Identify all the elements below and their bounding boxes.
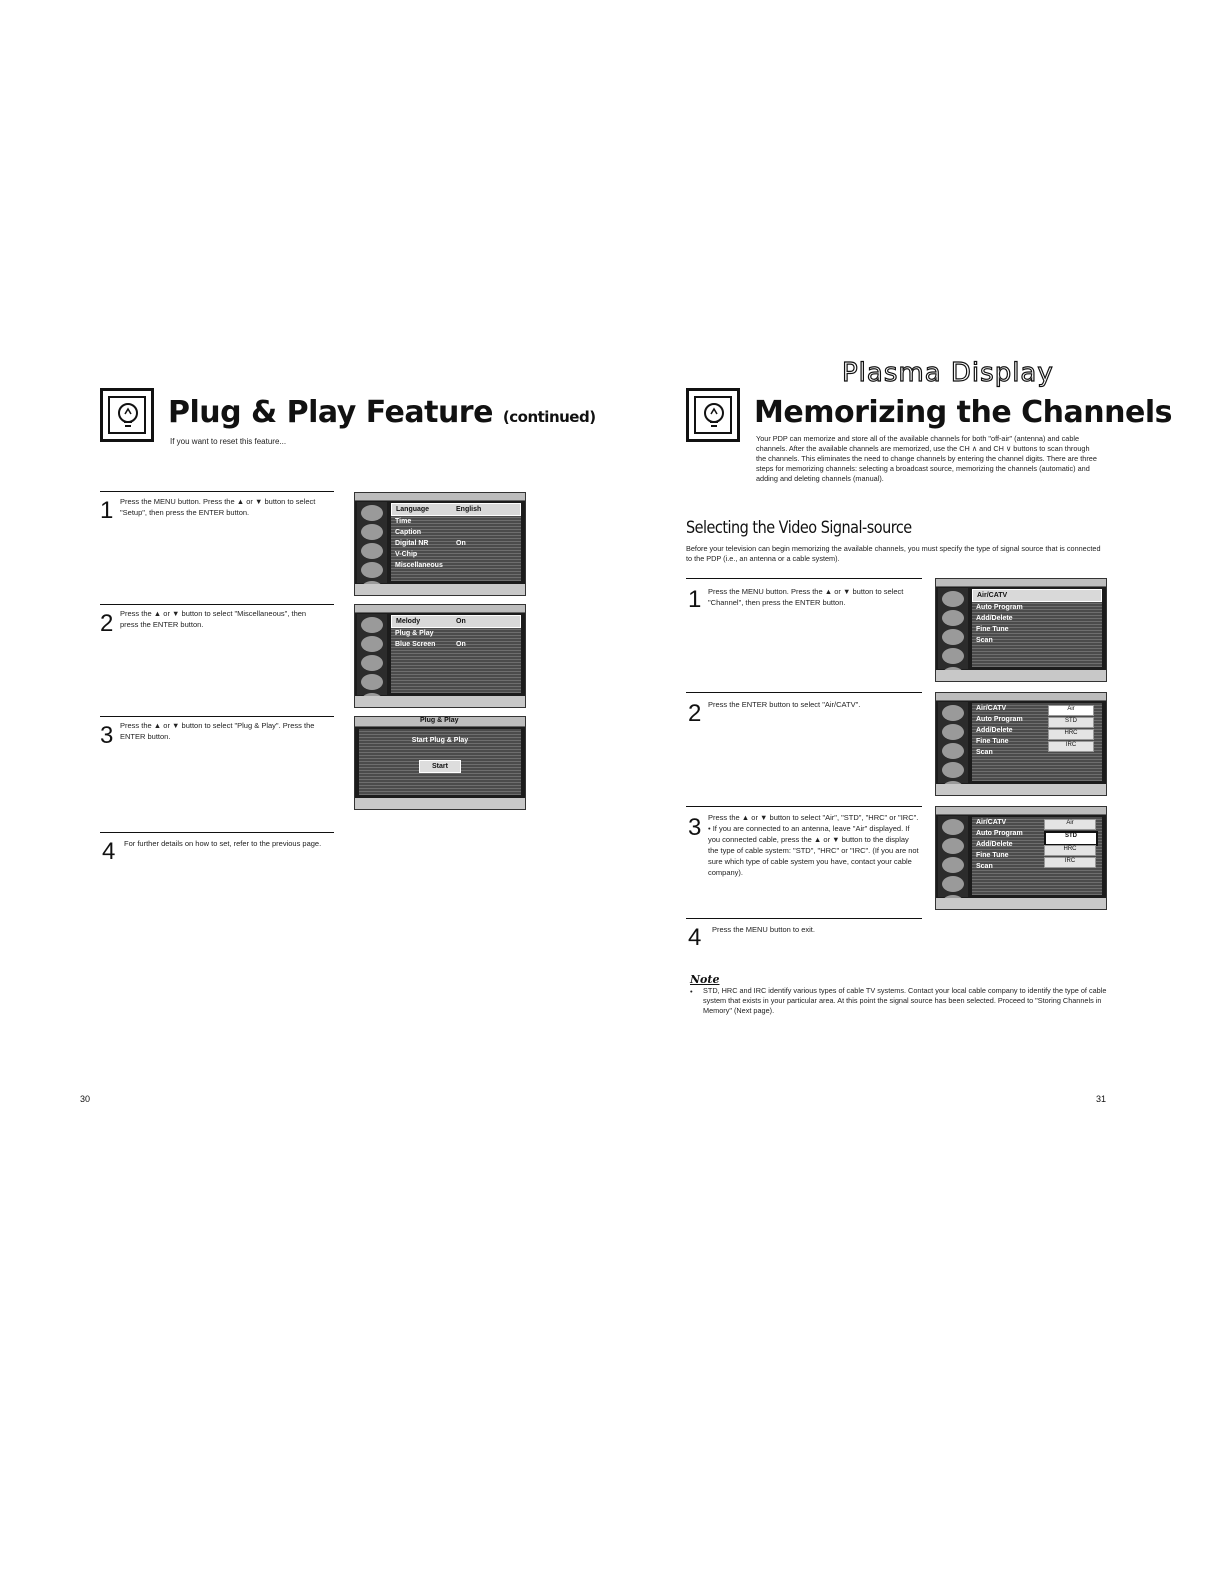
menu-row: Add/Delete xyxy=(976,727,1013,734)
step-divider xyxy=(100,604,334,605)
note-heading: Note xyxy=(690,973,720,986)
section-title: Selecting the Video Signal-source xyxy=(686,518,912,538)
menu-row: Caption xyxy=(395,529,422,536)
start-plug-play-label: Start Plug & Play xyxy=(411,737,469,744)
menu-row: Fine Tune xyxy=(976,738,1009,745)
option-std-selected: STD xyxy=(1044,831,1098,846)
bulb-icon xyxy=(686,388,740,442)
step-number: 4 xyxy=(688,924,702,951)
tv-screen-setup xyxy=(354,492,526,596)
option-irc: IRC xyxy=(1048,741,1094,752)
menu-row: Melody On xyxy=(391,615,521,628)
menu-row: Air/CATV xyxy=(972,589,1102,602)
step-text: Press the MENU button. Press the ▲ or ▼ button to select "Channel", then press the ENTER button. xyxy=(708,587,904,607)
step-number: 2 xyxy=(688,700,702,727)
step-number: 1 xyxy=(688,586,702,613)
step-divider xyxy=(686,578,922,579)
step-text: For further details on how to set, refer to the previous page. xyxy=(124,839,322,848)
note-text: STD, HRC and IRC identify various types of cable TV systems. Contact your local cable company to identify the type of cable system that exists in your particular area. At this point the signal source has been selected. Proceed to "Storing Channels in Memory" (Next page). xyxy=(703,986,1107,1015)
option-hrc: HRC xyxy=(1048,729,1094,740)
step-number: 3 xyxy=(688,814,702,841)
menu-row: Plug & Play xyxy=(395,630,434,637)
start-button: Start xyxy=(419,760,461,773)
step-text: Press the ▲ or ▼ button to select "Air", "STD", "HRC" or "IRC". • If you are connected to an antenna, leave "Air" displayed. If you connected cable, press the ▲ or ▼ button to the display the type of cable system: "STD", "HRC" or "IRC". (If you are not sure which type of cable system you have, contact your cable company). xyxy=(708,813,919,877)
option-air: Air xyxy=(1044,819,1096,830)
menu-row: Auto Program xyxy=(976,604,1023,611)
step-divider xyxy=(686,918,922,919)
step-text: Press the ▲ or ▼ button to select "Plug & Play". Press the ENTER button. xyxy=(120,721,315,741)
menu-row: Scan xyxy=(976,863,993,870)
step-divider xyxy=(100,832,334,833)
step-divider xyxy=(686,692,922,693)
option-hrc: HRC xyxy=(1044,845,1096,856)
step-text: Press the MENU button to exit. xyxy=(712,925,815,934)
step-number: 4 xyxy=(102,838,116,865)
menu-row: Air/CATV xyxy=(976,705,1007,712)
menu-row: Auto Program xyxy=(976,830,1023,837)
bulb-icon xyxy=(100,388,154,442)
tv-screen-miscellaneous xyxy=(354,604,526,708)
menu-row: Add/Delete xyxy=(976,841,1013,848)
step-text: Press the ▲ or ▼ button to select "Miscellaneous", then press the ENTER button. xyxy=(120,609,307,629)
step-text: Press the ENTER button to select "Air/CATV". xyxy=(708,700,861,709)
step-number: 3 xyxy=(100,722,114,749)
brand-logo: Plasma Display xyxy=(842,358,1054,388)
intro-paragraph: Your PDP can memorize and store all of the available channels for both "off-air" (antenna) and cable channels. After the available channels are memorized, use the CH ∧ and CH ∨ buttons to scan through the channels. This eliminates the need to change channels by entering the channel digits. There are three steps for memorizing channels: selecting a broadcast source, memorizing the channels (automatic) and adding and deleting channels (manual). xyxy=(756,434,1097,483)
menu-row: V-Chip xyxy=(395,551,418,558)
page-subtitle: If you want to reset this feature... xyxy=(170,437,287,446)
menu-row: Digital NR On xyxy=(395,540,466,547)
menu-row: Time xyxy=(395,518,412,525)
step-number: 2 xyxy=(100,610,114,637)
page-number: 31 xyxy=(1096,1094,1107,1104)
option-std: STD xyxy=(1048,717,1094,728)
step-number: 1 xyxy=(100,497,114,524)
page-title: Plug & Play Feature (continued) xyxy=(168,395,596,430)
tv-screen-cable-type xyxy=(935,806,1107,910)
menu-row: Fine Tune xyxy=(976,626,1009,633)
menu-row: Scan xyxy=(976,637,993,644)
tv-screen-plug-and-play: Plug & Play Start Plug & Play Start xyxy=(354,716,526,810)
menu-row: Auto Program xyxy=(976,716,1023,723)
page-title: Memorizing the Channels xyxy=(754,395,1172,430)
step-divider xyxy=(100,716,334,717)
menu-row: Air/CATV xyxy=(976,819,1007,826)
option-irc: IRC xyxy=(1044,857,1096,868)
menu-row: Miscellaneous xyxy=(395,562,443,569)
page-number: 30 xyxy=(80,1094,91,1104)
note-bullet: • xyxy=(690,987,693,996)
tv-screen-air-catv xyxy=(935,692,1107,796)
menu-row: Add/Delete xyxy=(976,615,1013,622)
step-divider xyxy=(686,806,922,807)
menu-row: Scan xyxy=(976,749,993,756)
menu-row: Fine Tune xyxy=(976,852,1009,859)
step-divider xyxy=(100,491,334,492)
menu-row: Language English xyxy=(391,503,521,516)
menu-row: Blue Screen On xyxy=(395,641,466,648)
tv-screen-channel xyxy=(935,578,1107,682)
option-air: Air xyxy=(1048,705,1094,716)
section-intro: Before your television can begin memorizing the available channels, you must specify the type of signal source that is connected to the PDP (i.e., an antenna or a cable system). xyxy=(686,544,1101,563)
step-text: Press the MENU button. Press the ▲ or ▼ button to select "Setup", then press the ENTER button. xyxy=(120,497,316,517)
